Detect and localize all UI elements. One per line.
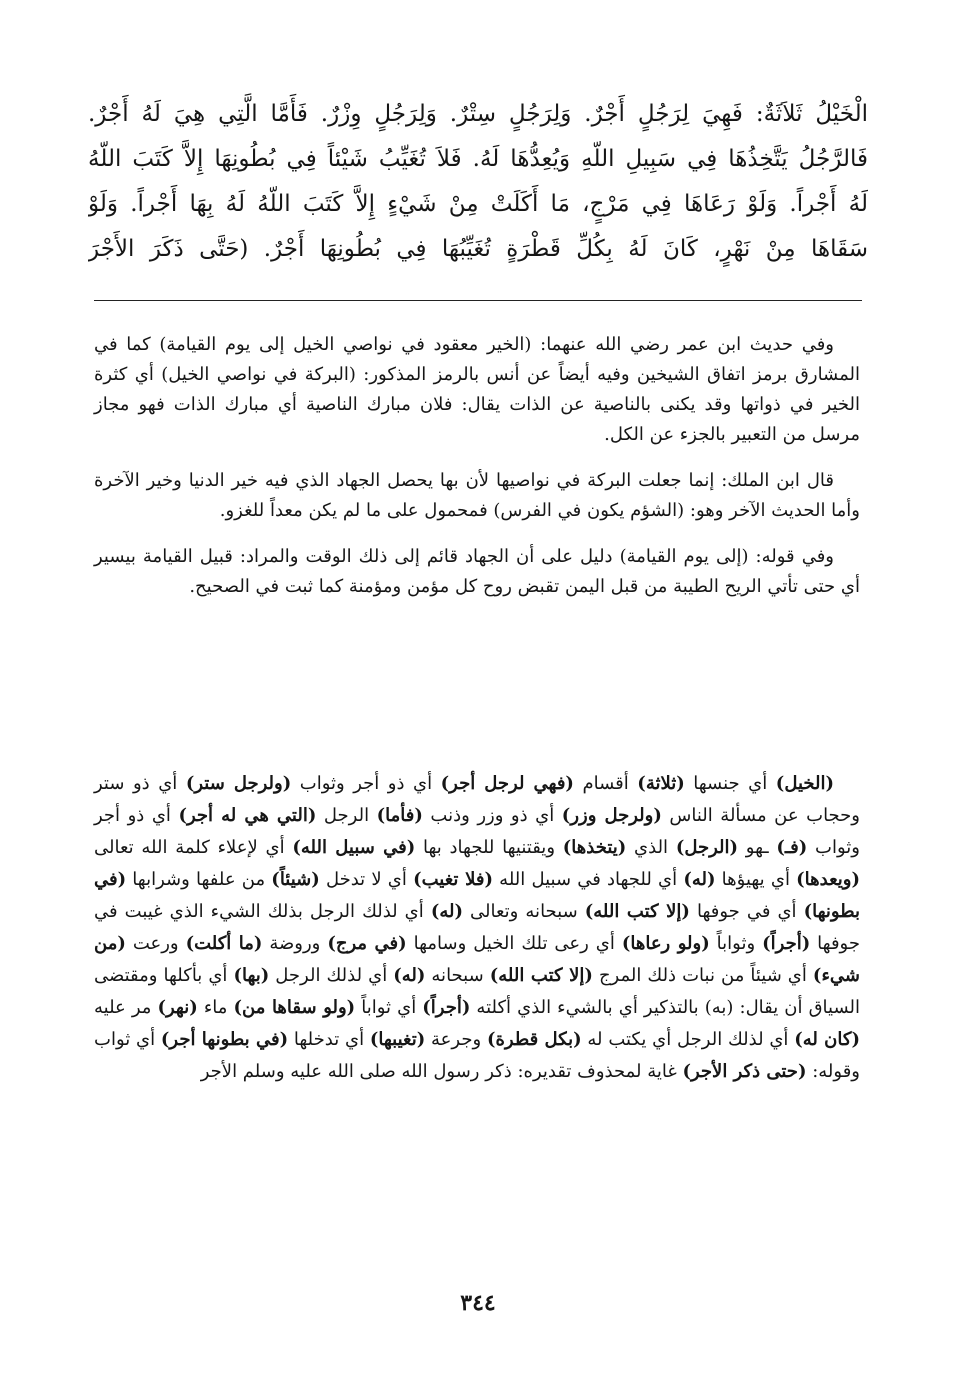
quoted-hadith-phrase: (فأما) [376, 805, 423, 826]
hadith-line: الْخَيْلُ ثَلاَثَةٌ: فَهِيَ لِرَجُلٍ أَجْرٌ. وَلِرَجُلٍ سِتْرٌ. وَلِرَجُلٍ وِزْرٌ. فَأَمَّا الَّتِي هِيَ لَهُ أَجْرٌ. [88, 101, 868, 127]
quoted-hadith-phrase: (ما أكلت) [185, 933, 263, 954]
quoted-hadith-phrase: (في سبيل الله) [292, 837, 416, 858]
commentary-text: أي بأكلها ومقتضى السياق أن يقال: (به) بالتذكير أي بالشيء الذي أكلته [94, 965, 861, 1018]
commentary-text: الرجل [316, 805, 377, 826]
quoted-hadith-phrase: (التي هي له أجر) [178, 805, 317, 826]
commentary-text: ماء [197, 997, 234, 1018]
commentary-text: أي ثواب وقوله: [94, 1029, 860, 1082]
quoted-hadith-phrase: (في مرج) [327, 933, 407, 954]
commentary-text: أي شيئاً من نبات ذلك المرج [592, 965, 813, 986]
commentary-text: أي تدخلها [288, 1029, 370, 1050]
commentary-text: أي ذو ستر وحجاب عن مسألة الناس [94, 773, 860, 826]
quoted-hadith-phrase: (إلا كتب الله) [584, 901, 690, 922]
commentary-text: وثواباً [709, 933, 763, 954]
commentary-text: أقسام [573, 773, 638, 794]
commentary-text: أي رعى تلك الخيل وسامها [406, 933, 622, 954]
commentary-text: غاية لمحذوف تقديره: ذكر رسول الله صلى الله عليه وسلم الأجر [200, 1061, 683, 1082]
commentary-text: أي ذو وزر وذنب [422, 805, 562, 826]
commentary-text: أي لإعلاء كلمة الله تعالى [94, 837, 293, 858]
quoted-hadith-phrase: (تغيبها) [369, 1029, 426, 1050]
commentary-text: وجرعة [425, 1029, 487, 1050]
footnote-paragraph: وفي حديث ابن عمر رضي الله عنهما: (الخير معقود في نواصي الخيل إلى يوم القيامة) كما في المشارق برمز اتفاق الشيخين وفيه أيضاً عن أنس بالرمز المذكور: (البركة في نواصي الخيل) أي كثرة الخير في ذواتها وقد يكنى بالناصية عن الذات يقال: فلان مبارك الناصية أي مبارك الذات فهو مجاز مرسل من التعبير بالجزء عن الكل. [94, 334, 860, 445]
quoted-hadith-phrase: (الرجل) [675, 837, 739, 858]
footnotes [94, 330, 860, 618]
quoted-hadith-phrase: (كان له) [794, 1029, 860, 1050]
quoted-hadith-phrase: (له) [683, 869, 716, 890]
quoted-hadith-phrase: (له) [430, 901, 463, 922]
commentary-text: أي للجهاد في سبيل الله [492, 869, 684, 890]
commentary-text: أي لا تدخل [319, 869, 414, 890]
page-number: ٣٤٤ [460, 1290, 496, 1316]
hadith-line: فَالرَّجُلُ يَتَّخِذُهَا فِي سَبِيلِ اللّهِ وَيُعِدُّهَا لَهُ. فَلاَ تُغَيِّبُ شَيْئاً فِي بُطُونِهَا إِلاَّ كَتَبَ اللّهُ [88, 146, 868, 172]
commentary-paragraph [94, 768, 860, 1088]
quoted-hadith-phrase: (أجراً) [422, 997, 471, 1018]
commentary-text: أي يهيؤها [715, 869, 797, 890]
commentary-text: مر عليه [94, 997, 158, 1018]
quoted-hadith-phrase: (له) [393, 965, 426, 986]
commentary-text: أي في جوفها [689, 901, 804, 922]
quoted-hadith-phrase: (بها) [233, 965, 270, 986]
quoted-hadith-phrase: (يتخذها) [562, 837, 627, 858]
commentary-text: أي لذلك الرجل بذلك الشيء الذي غيبت في جوفها [94, 901, 860, 954]
hadith-line: لَهُ أَجْراً. وَلَوْ رَعَاهَا فِي مَرْجٍ، مَا أَكَلَتْ مِنْ شَيْءٍ إِلاَّ كَتَبَ اللّهُ لَهُ بِهَا أَجْراً. وَلَوْ [88, 191, 868, 217]
commentary-text: أي ذو أجر وثواب [94, 805, 861, 858]
hadith-text [88, 92, 868, 272]
commentary-text: الذي [626, 837, 676, 858]
quoted-hadith-phrase: (الخيل) [775, 773, 834, 794]
commentary-text: ـهو [738, 837, 777, 858]
quoted-hadith-phrase: (نهر) [157, 997, 198, 1018]
quoted-hadith-phrase: (ويعدها) [796, 869, 860, 890]
commentary-text: أي جنسها [684, 773, 776, 794]
quoted-hadith-phrase: (فهي لرجل أجر) [440, 773, 574, 794]
commentary-text: ورعت [125, 933, 186, 954]
footnote-paragraph: وفي قوله: (إلى يوم القيامة) دليل على أن الجهاد قائم إلى ذلك الوقت والمراد: قبيل القيامة بيسير أي حتى تأتي الريح الطيبة من قبل اليمن تقبض روح كل مؤمن ومؤمنة كما ثبت في الصحيح. [94, 546, 860, 597]
commentary-text: أي لذلك الرجل أي يكتب له [581, 1029, 795, 1050]
quoted-hadith-phrase: (فـ) [776, 837, 808, 858]
commentary-text: سبحانه [425, 965, 490, 986]
hadith-line: سَقَاهَا مِنْ نَهْرٍ، كَانَ لَهُ بِكُلِّ قَطْرَةٍ تُغَيِّبُهَا فِي بُطُونِهَا أَجْرٌ. (حَتَّى ذَكَرَ الأَجْرَ [88, 236, 868, 262]
quoted-hadith-phrase: (شيئاً) [271, 869, 320, 890]
commentary-text: أي ثواباً [355, 997, 423, 1018]
quoted-hadith-phrase: (بكل قطرة) [486, 1029, 582, 1050]
quoted-hadith-phrase: (في بطونها) [94, 869, 860, 922]
quoted-hadith-phrase: (ولرجل ستر) [185, 773, 292, 794]
quoted-hadith-phrase: (في بطونها أجر) [160, 1029, 289, 1050]
commentary-text: ويقتنيها للجهاد بها [415, 837, 563, 858]
commentary-text: أي ذو أجر وثواب [291, 773, 441, 794]
commentary-text: أي لذلك الرجل [269, 965, 394, 986]
commentary-text: وروضة [262, 933, 328, 954]
quoted-hadith-phrase: (حتى ذكر الأجر) [682, 1061, 807, 1082]
quoted-hadith-phrase: (ولو رعاها) [621, 933, 710, 954]
quoted-hadith-phrase: (من شيء) [94, 933, 860, 986]
footnote-paragraph: قال ابن الملك: إنما جعلت البركة في نواصيها لأن بها يحصل الجهاد الذي فيه خير الدنيا وخير الآخرة وأما الحديث الآخر وهو: (الشؤم يكون في الفرس) فمحمول على ما لم يكن معداً للغزو. [94, 470, 860, 521]
quoted-hadith-phrase: (إلا كتب الله) [489, 965, 593, 986]
section-divider [94, 300, 862, 301]
quoted-hadith-phrase: (ولرجل وزر) [561, 805, 662, 826]
quoted-hadith-phrase: (ولو سقاها من) [233, 997, 356, 1018]
quoted-hadith-phrase: (ثلاثة) [637, 773, 685, 794]
quoted-hadith-phrase: (أجراً) [762, 933, 811, 954]
commentary-text: سبحانه وتعالى [462, 901, 585, 922]
quoted-hadith-phrase: (فلا تغيب) [413, 869, 493, 890]
commentary-text: من علفها وشرابها [126, 869, 272, 890]
